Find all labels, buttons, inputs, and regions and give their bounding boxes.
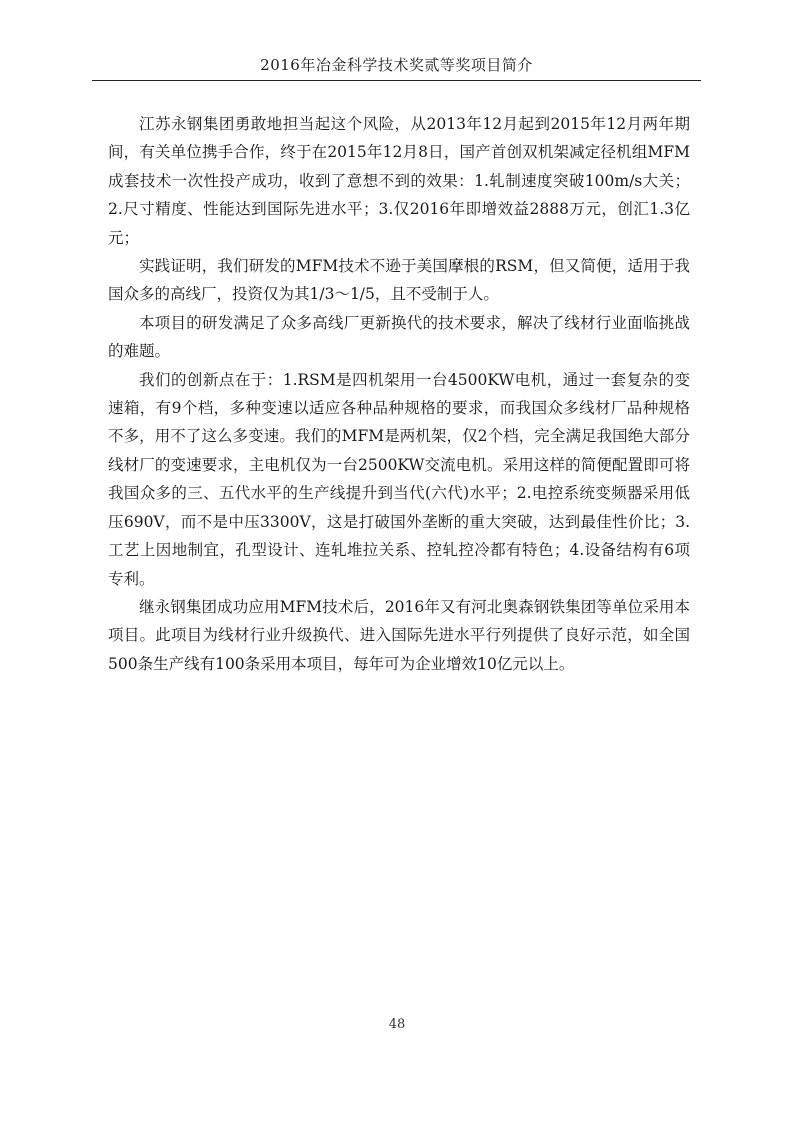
page-number: 48: [388, 1017, 406, 1032]
paragraph-innovations: 我们的创新点在于：1.RSM是四机架用一台4500KW电机，通过一套复杂的变速箱，有9个档，多种变速以适应各种品种规格的要求，而我国众多线材厂品种规格不多，用不了这么多变速。我们的MFM是两机架，仅2个档，完全满足我国绝大部分线材厂的变速要求，主电机仅为一台2500KW交流电机。采用这样的简便配置即可将我国众多的三、五代水平的生产线提升到当代(六代)水平；2.电控系统变频器采用低压690V，而不是中压3300V，这是打破国外垄断的重大突破，达到最佳性价比；3.工艺上因地制宜，孔型设计、连轧堆拉关系、控轧控冷都有特色；4.设备结构有6项专利。: [108, 370, 690, 588]
paragraph-practice-proof: 实践证明，我们研发的MFM技术不逊于美国摩根的RSM，但又简便，适用于我国众多的高线厂，投资仅为其1/3～1/5，且不受制于人。: [108, 257, 690, 304]
paragraph-adoption: 继永钢集团成功应用MFM技术后，2016年又有河北奥森钢铁集团等单位采用本项目。此项目为线材行业升级换代、进入国际先进水平行列提供了良好示范，如全国500条生产线有100条采用本项目，每年可为企业增效10亿元以上。: [108, 597, 690, 673]
paragraph-project-significance: 本项目的研发满足了众多高线厂更新换代的技术要求，解决了线材行业面临挑战的难题。: [108, 313, 690, 361]
paragraph-risk-and-results: 江苏永钢集团勇敢地担当起这个风险，从2013年12月起到2015年12月两年期间，有关单位携手合作，终于在2015年12月8日，国产首创双机架减定径机组MFM成套技术一次性投产成功，收到了意想不到的效果：1.轧制速度突破100m/s大关；2.尺寸精度、性能达到国际先进水平；3.仅2016年即增效益2888万元，创汇1.3亿元；: [108, 115, 690, 247]
header-divider: [92, 80, 701, 81]
header-title: 2016年冶金科学技术奖贰等奖项目简介: [260, 56, 533, 74]
body-text: [108, 110, 690, 678]
page-header: [92, 0, 701, 84]
